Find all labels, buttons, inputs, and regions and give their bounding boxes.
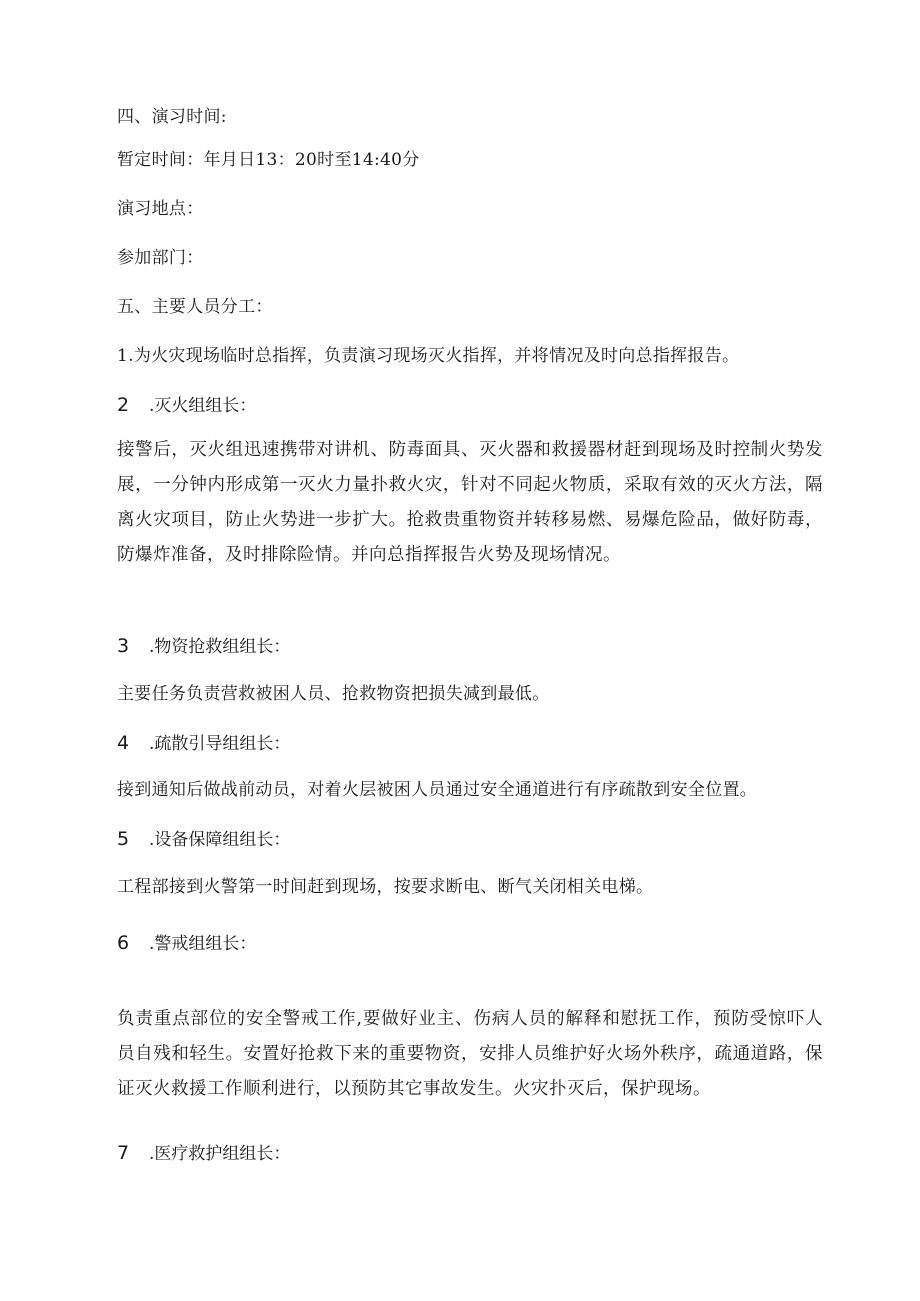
item-6-title: .警戒组组长：: [149, 934, 257, 954]
item-7-number: 7: [117, 1142, 130, 1164]
item-6-paragraph: 负责重点部位的安全警戒工作,要做好业主、伤病人员的解释和慰抚工作，预防受惊吓人员自残和轻生。安置好抢救下来的重要物资，安排人员维护好火场外秩序，疏通道路，保证灭火救援工作顺利进行，以预防其它事故发生。火灾扑灭后，保护现场。: [117, 1009, 823, 1099]
item-2-title: .灭火组组长：: [149, 396, 257, 416]
item-3-number: 3: [117, 635, 130, 657]
item-7-heading: [117, 1143, 290, 1164]
item-4-number: 4: [117, 732, 130, 754]
item-2-number: 2: [117, 394, 130, 416]
item-2-body: [117, 433, 823, 573]
item-7-title: .医疗救护组组长：: [149, 1144, 291, 1164]
item-5-number: 5: [117, 828, 130, 850]
item-5-title: .设备保障组组长：: [149, 830, 291, 850]
item-6-body: [117, 1002, 823, 1107]
item-6-heading: [117, 933, 256, 954]
item-5-body: 工程部接到火警第一时间赶到现场，按要求断电、断气关闭相关电梯。: [117, 877, 654, 897]
section-4-title: 四、演习时间:: [117, 107, 227, 127]
item-4-title: .疏散引导组组长：: [149, 734, 291, 754]
item-4-body: 接到通知后做战前动员，对着火层被困人员通过安全通道进行有序疏散到安全位置。: [117, 780, 758, 800]
item-4-heading: [117, 733, 290, 754]
item-2-paragraph: 接警后，灭火组迅速携带对讲机、防毒面具、灭火器和救援器材赶到现场及时控制火势发展，一分钟内形成第一灭火力量扑救火灾，针对不同起火物质，采取有效的灭火方法，隔离火灾项目，防止火势进一步扩大。抢救贵重物资并转移易燃、易爆危险品，做好防毒，防爆炸准备，及时排除险情。并向总指挥报告火势及现场情况。: [117, 440, 823, 565]
item-2-heading: [117, 395, 256, 416]
participating-departments: 参加部门：: [117, 248, 204, 268]
item-1-text: 1.为火灾现场临时总指挥，负责演习现场灭火指挥，并将情况及时向总指挥报告。: [117, 346, 740, 366]
item-3-body: 主要任务负责营救被困人员、抢救物资把损失减到最低。: [117, 684, 550, 704]
drill-location: 演习地点：: [117, 199, 204, 219]
item-3-title: .物资抢救组组长：: [149, 637, 291, 657]
item-6-number: 6: [117, 932, 130, 954]
item-5-heading: [117, 829, 290, 850]
item-3-heading: [117, 636, 290, 657]
drill-time: 暂定时间：年月日13：20时至14:40分: [117, 150, 420, 170]
section-5-title: 五、主要人员分工：: [117, 297, 273, 317]
